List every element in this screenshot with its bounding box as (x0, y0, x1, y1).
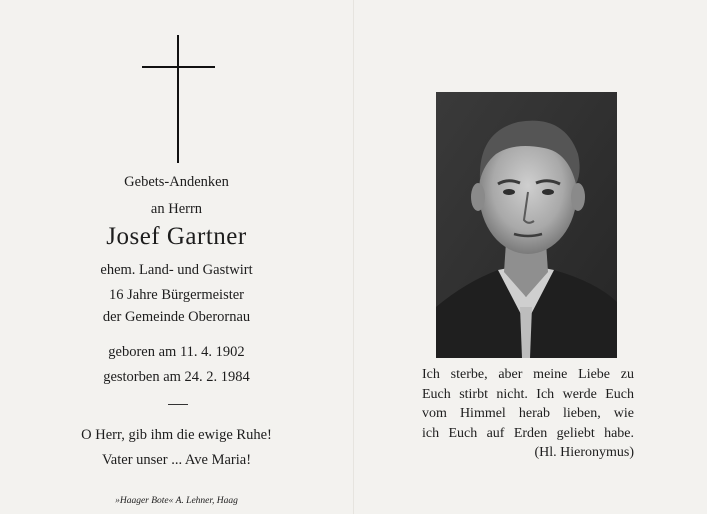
prayer-line-1: O Herr, gib ihm die ewige Ruhe! (81, 427, 272, 443)
quote-line: Ich sterbe, aber meine Liebe zu (422, 367, 634, 382)
prayer-line-2: Vater unser ... Ave Maria! (101, 452, 252, 468)
cross-icon (142, 35, 215, 163)
quote-line: vom Himmel herab lieben, wie (422, 406, 634, 421)
divider (168, 404, 188, 405)
office-line-1: 16 Jahre Bürgermeister (108, 287, 245, 303)
birth-date: geboren am 11. 4. 1902 (108, 344, 245, 360)
quote-line: ich Euch auf Erden geliebt habe. (422, 425, 634, 441)
portrait-photo (436, 92, 617, 358)
quote-block (422, 365, 634, 463)
office-line-2: der Gemeinde Oberornau (102, 309, 251, 325)
deceased-name: Josef Gartner (106, 223, 247, 250)
salutation: an Herrn (150, 201, 203, 217)
right-panel (354, 0, 707, 514)
death-date: gestorben am 24. 2. 1984 (103, 369, 250, 385)
heading: Gebets-Andenken (124, 174, 229, 190)
left-panel (0, 0, 353, 514)
occupation: ehem. Land- und Gastwirt (100, 262, 253, 278)
printer-imprint: »Haager Bote« A. Lehner, Haag (115, 496, 238, 506)
quote-line: Euch stirbt nicht. Ich werde Euch (422, 386, 634, 402)
quote-attribution: (Hl. Hieronymus) (534, 445, 634, 460)
